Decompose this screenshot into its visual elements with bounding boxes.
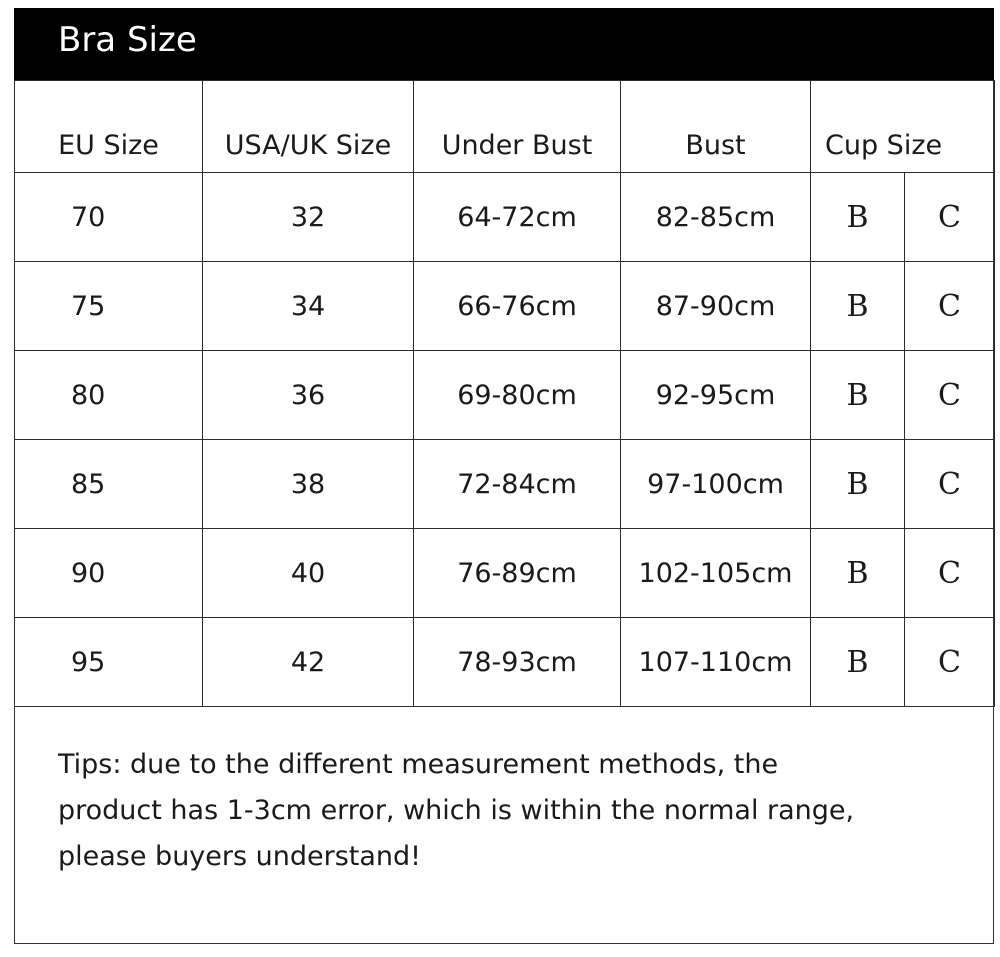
header-usa-uk-size: USA/UK Size [203, 81, 414, 173]
cell-cup-b: B [811, 262, 905, 351]
tips-line: Tips: due to the different measurement methods, the [58, 749, 779, 780]
cell-usa-uk-size: 40 [203, 529, 414, 618]
cell-cup-c: C [905, 351, 995, 440]
cell-bust: 97-100cm [621, 440, 811, 529]
cell-cup-c: C [905, 618, 995, 707]
cell-under-bust: 69-80cm [414, 351, 621, 440]
cell-under-bust: 78-93cm [414, 618, 621, 707]
cell-cup-b: B [811, 173, 905, 262]
cell-under-bust: 72-84cm [414, 440, 621, 529]
tips-line: please buyers understand! [58, 841, 421, 872]
cell-under-bust: 76-89cm [414, 529, 621, 618]
cell-usa-uk-size: 42 [203, 618, 414, 707]
table-row [15, 173, 995, 262]
cell-usa-uk-size: 38 [203, 440, 414, 529]
cell-cup-b: B [811, 351, 905, 440]
cell-bust: 87-90cm [621, 262, 811, 351]
cell-cup-c: C [905, 173, 995, 262]
cell-bust: 102-105cm [621, 529, 811, 618]
title-bar [14, 8, 994, 80]
cell-cup-c: C [905, 529, 995, 618]
header-under-bust: Under Bust [414, 81, 621, 173]
table-row [15, 618, 995, 707]
cell-eu-size: 90 [15, 529, 203, 618]
cell-cup-b: B [811, 529, 905, 618]
cell-eu-size: 80 [15, 351, 203, 440]
tips-note [58, 742, 958, 880]
cell-eu-size: 85 [15, 440, 203, 529]
tips-line: product has 1-3cm error, which is within the normal range, [58, 795, 855, 826]
cell-usa-uk-size: 32 [203, 173, 414, 262]
cell-cup-c: C [905, 262, 995, 351]
page-title: Bra Size [58, 20, 197, 60]
cell-under-bust: 66-76cm [414, 262, 621, 351]
cell-cup-b: B [811, 618, 905, 707]
cell-bust: 92-95cm [621, 351, 811, 440]
cell-cup-b: B [811, 440, 905, 529]
cell-usa-uk-size: 36 [203, 351, 414, 440]
cell-usa-uk-size: 34 [203, 262, 414, 351]
cell-bust: 107-110cm [621, 618, 811, 707]
size-table [14, 80, 995, 707]
cell-under-bust: 64-72cm [414, 173, 621, 262]
table-row [15, 440, 995, 529]
table-row [15, 262, 995, 351]
header-eu-size: EU Size [15, 81, 203, 173]
table-row [15, 529, 995, 618]
cell-cup-c: C [905, 440, 995, 529]
header-cup-size: Cup Size [811, 81, 995, 173]
cell-eu-size: 95 [15, 618, 203, 707]
cell-eu-size: 70 [15, 173, 203, 262]
table-header-row [15, 81, 995, 173]
table-row [15, 351, 995, 440]
cell-bust: 82-85cm [621, 173, 811, 262]
cell-eu-size: 75 [15, 262, 203, 351]
header-bust: Bust [621, 81, 811, 173]
